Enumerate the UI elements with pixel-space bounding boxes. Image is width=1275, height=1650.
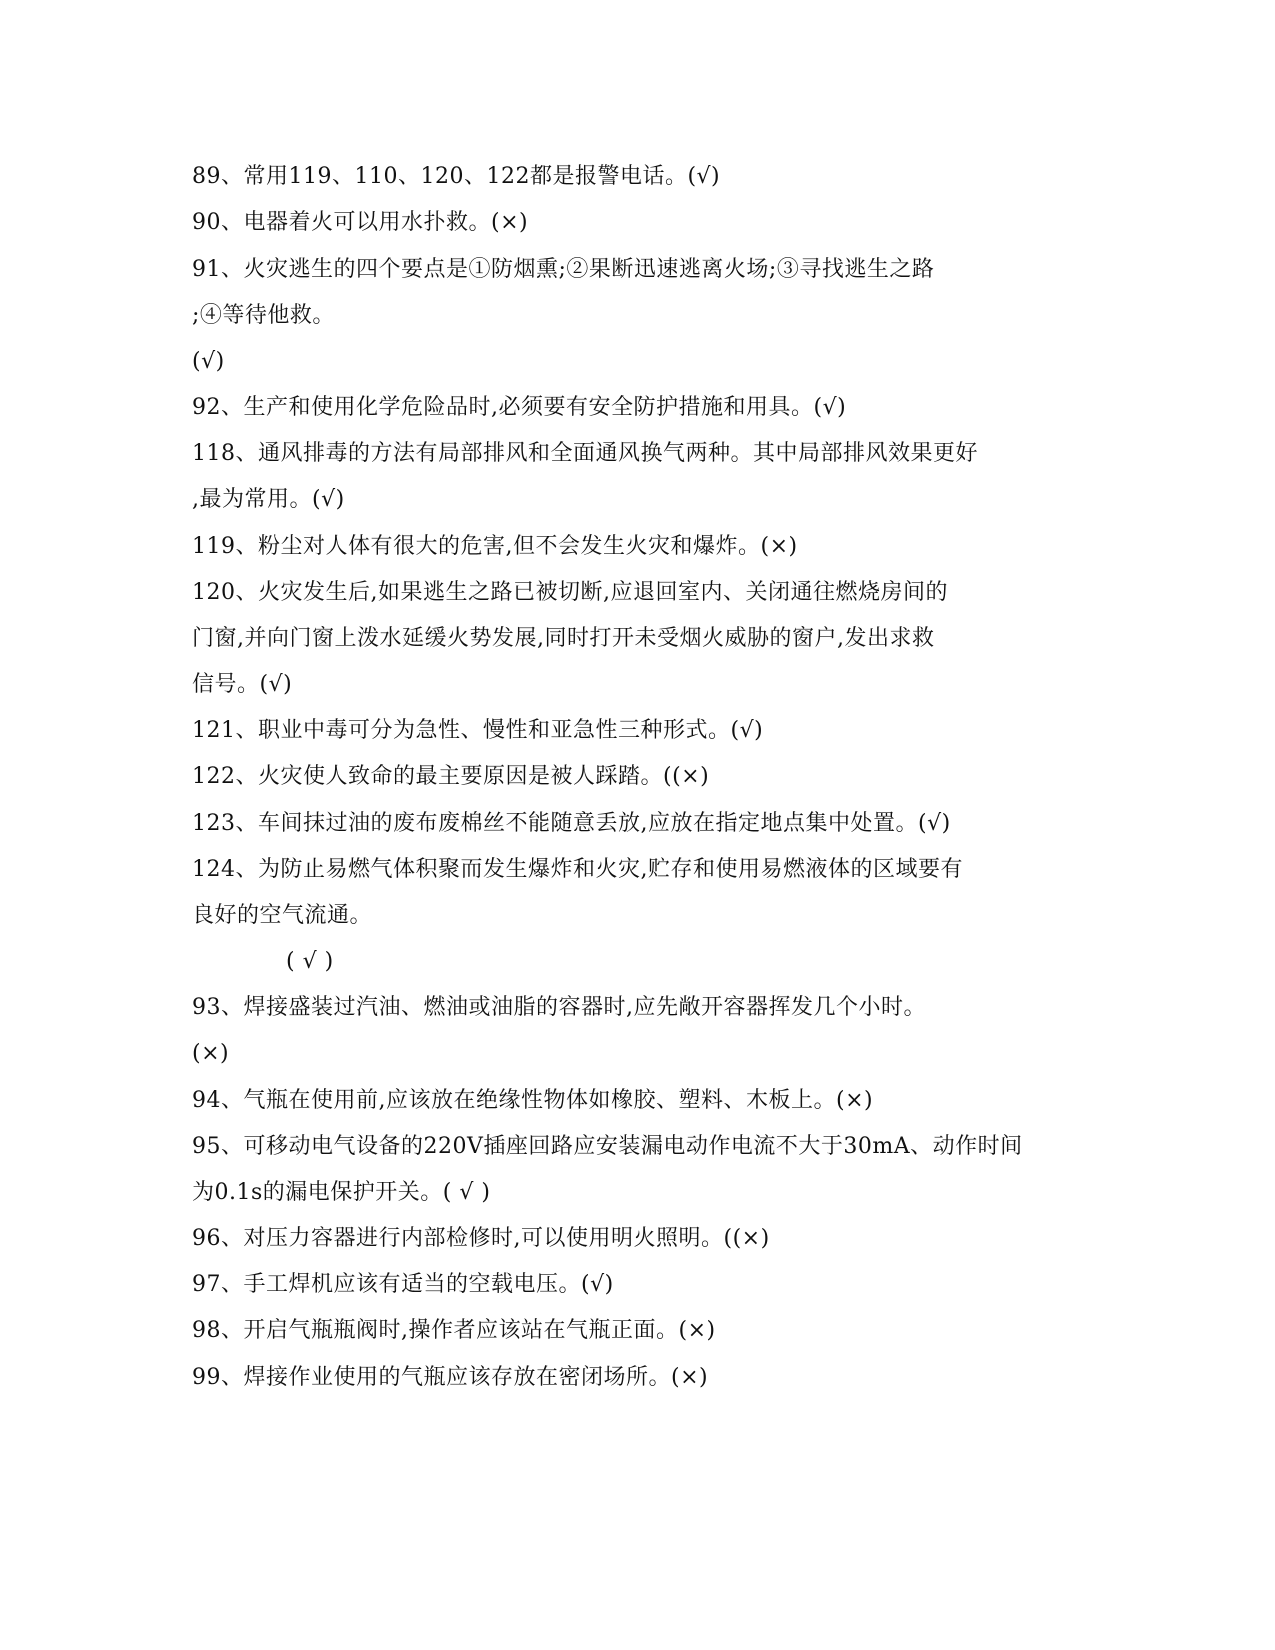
text-line: (√): [192, 349, 225, 374]
text-line: 92、生产和使用化学危险品时,必须要有安全防护措施和用具。(√): [192, 395, 847, 420]
text-line: 96、对压力容器进行内部检修时,可以使用明火照明。((×): [192, 1226, 770, 1251]
text-line: 89、常用119、110、120、122都是报警电话。(√): [192, 164, 721, 189]
text-line: ,最为常用。(√): [192, 487, 345, 512]
text-line: 93、焊接盛装过汽油、燃油或油脂的容器时,应先敞开容器挥发几个小时。: [192, 995, 926, 1020]
text-line: 119、粉尘对人体有很大的危害,但不会发生火灾和爆炸。(×): [192, 534, 798, 559]
text-line: 124、为防止易燃气体积聚而发生爆炸和火灾,贮存和使用易燃液体的区域要有: [192, 857, 963, 882]
text-line: 94、气瓶在使用前,应该放在绝缘性物体如橡胶、塑料、木板上。(×): [192, 1088, 874, 1113]
text-line: 门窗,并向门窗上泼水延缓火势发展,同时打开未受烟火威胁的窗户,发出求救: [192, 626, 935, 651]
text-line: 121、职业中毒可分为急性、慢性和亚急性三种形式。(√): [192, 718, 764, 743]
text-line: 97、手工焊机应该有适当的空载电压。(√): [192, 1272, 614, 1297]
text-line: 为0.1s的漏电保护开关。( √ ): [192, 1180, 491, 1205]
text-line: 95、可移动电气设备的220V插座回路应安装漏电动作电流不大于30mA、动作时间: [192, 1134, 1023, 1159]
text-line: 90、电器着火可以用水扑救。(×): [192, 210, 529, 235]
text-line: 122、火灾使人致命的最主要原因是被人踩踏。((×): [192, 764, 710, 789]
text-line: 98、开启气瓶瓶阀时,操作者应该站在气瓶正面。(×): [192, 1318, 716, 1343]
text-line: 123、车间抹过油的废布废棉丝不能随意丢放,应放在指定地点集中处置。(√): [192, 811, 951, 836]
text-line: 信号。(√): [192, 672, 293, 697]
text-line: 91、火灾逃生的四个要点是①防烟熏;②果断迅速逃离火场;③寻找逃生之路: [192, 257, 935, 282]
text-line: 99、焊接作业使用的气瓶应该存放在密闭场所。(×): [192, 1365, 709, 1390]
text-line: 120、火灾发生后,如果逃生之路已被切断,应退回室内、关闭通往燃烧房间的: [192, 580, 948, 605]
text-line: (×): [192, 1041, 230, 1066]
text-line: ( √ ): [286, 949, 334, 974]
text-line: ;④等待他救。: [192, 303, 335, 328]
text-line: 118、通风排毒的方法有局部排风和全面通风换气两种。其中局部排风效果更好: [192, 441, 978, 466]
text-line: 良好的空气流通。: [192, 903, 373, 928]
